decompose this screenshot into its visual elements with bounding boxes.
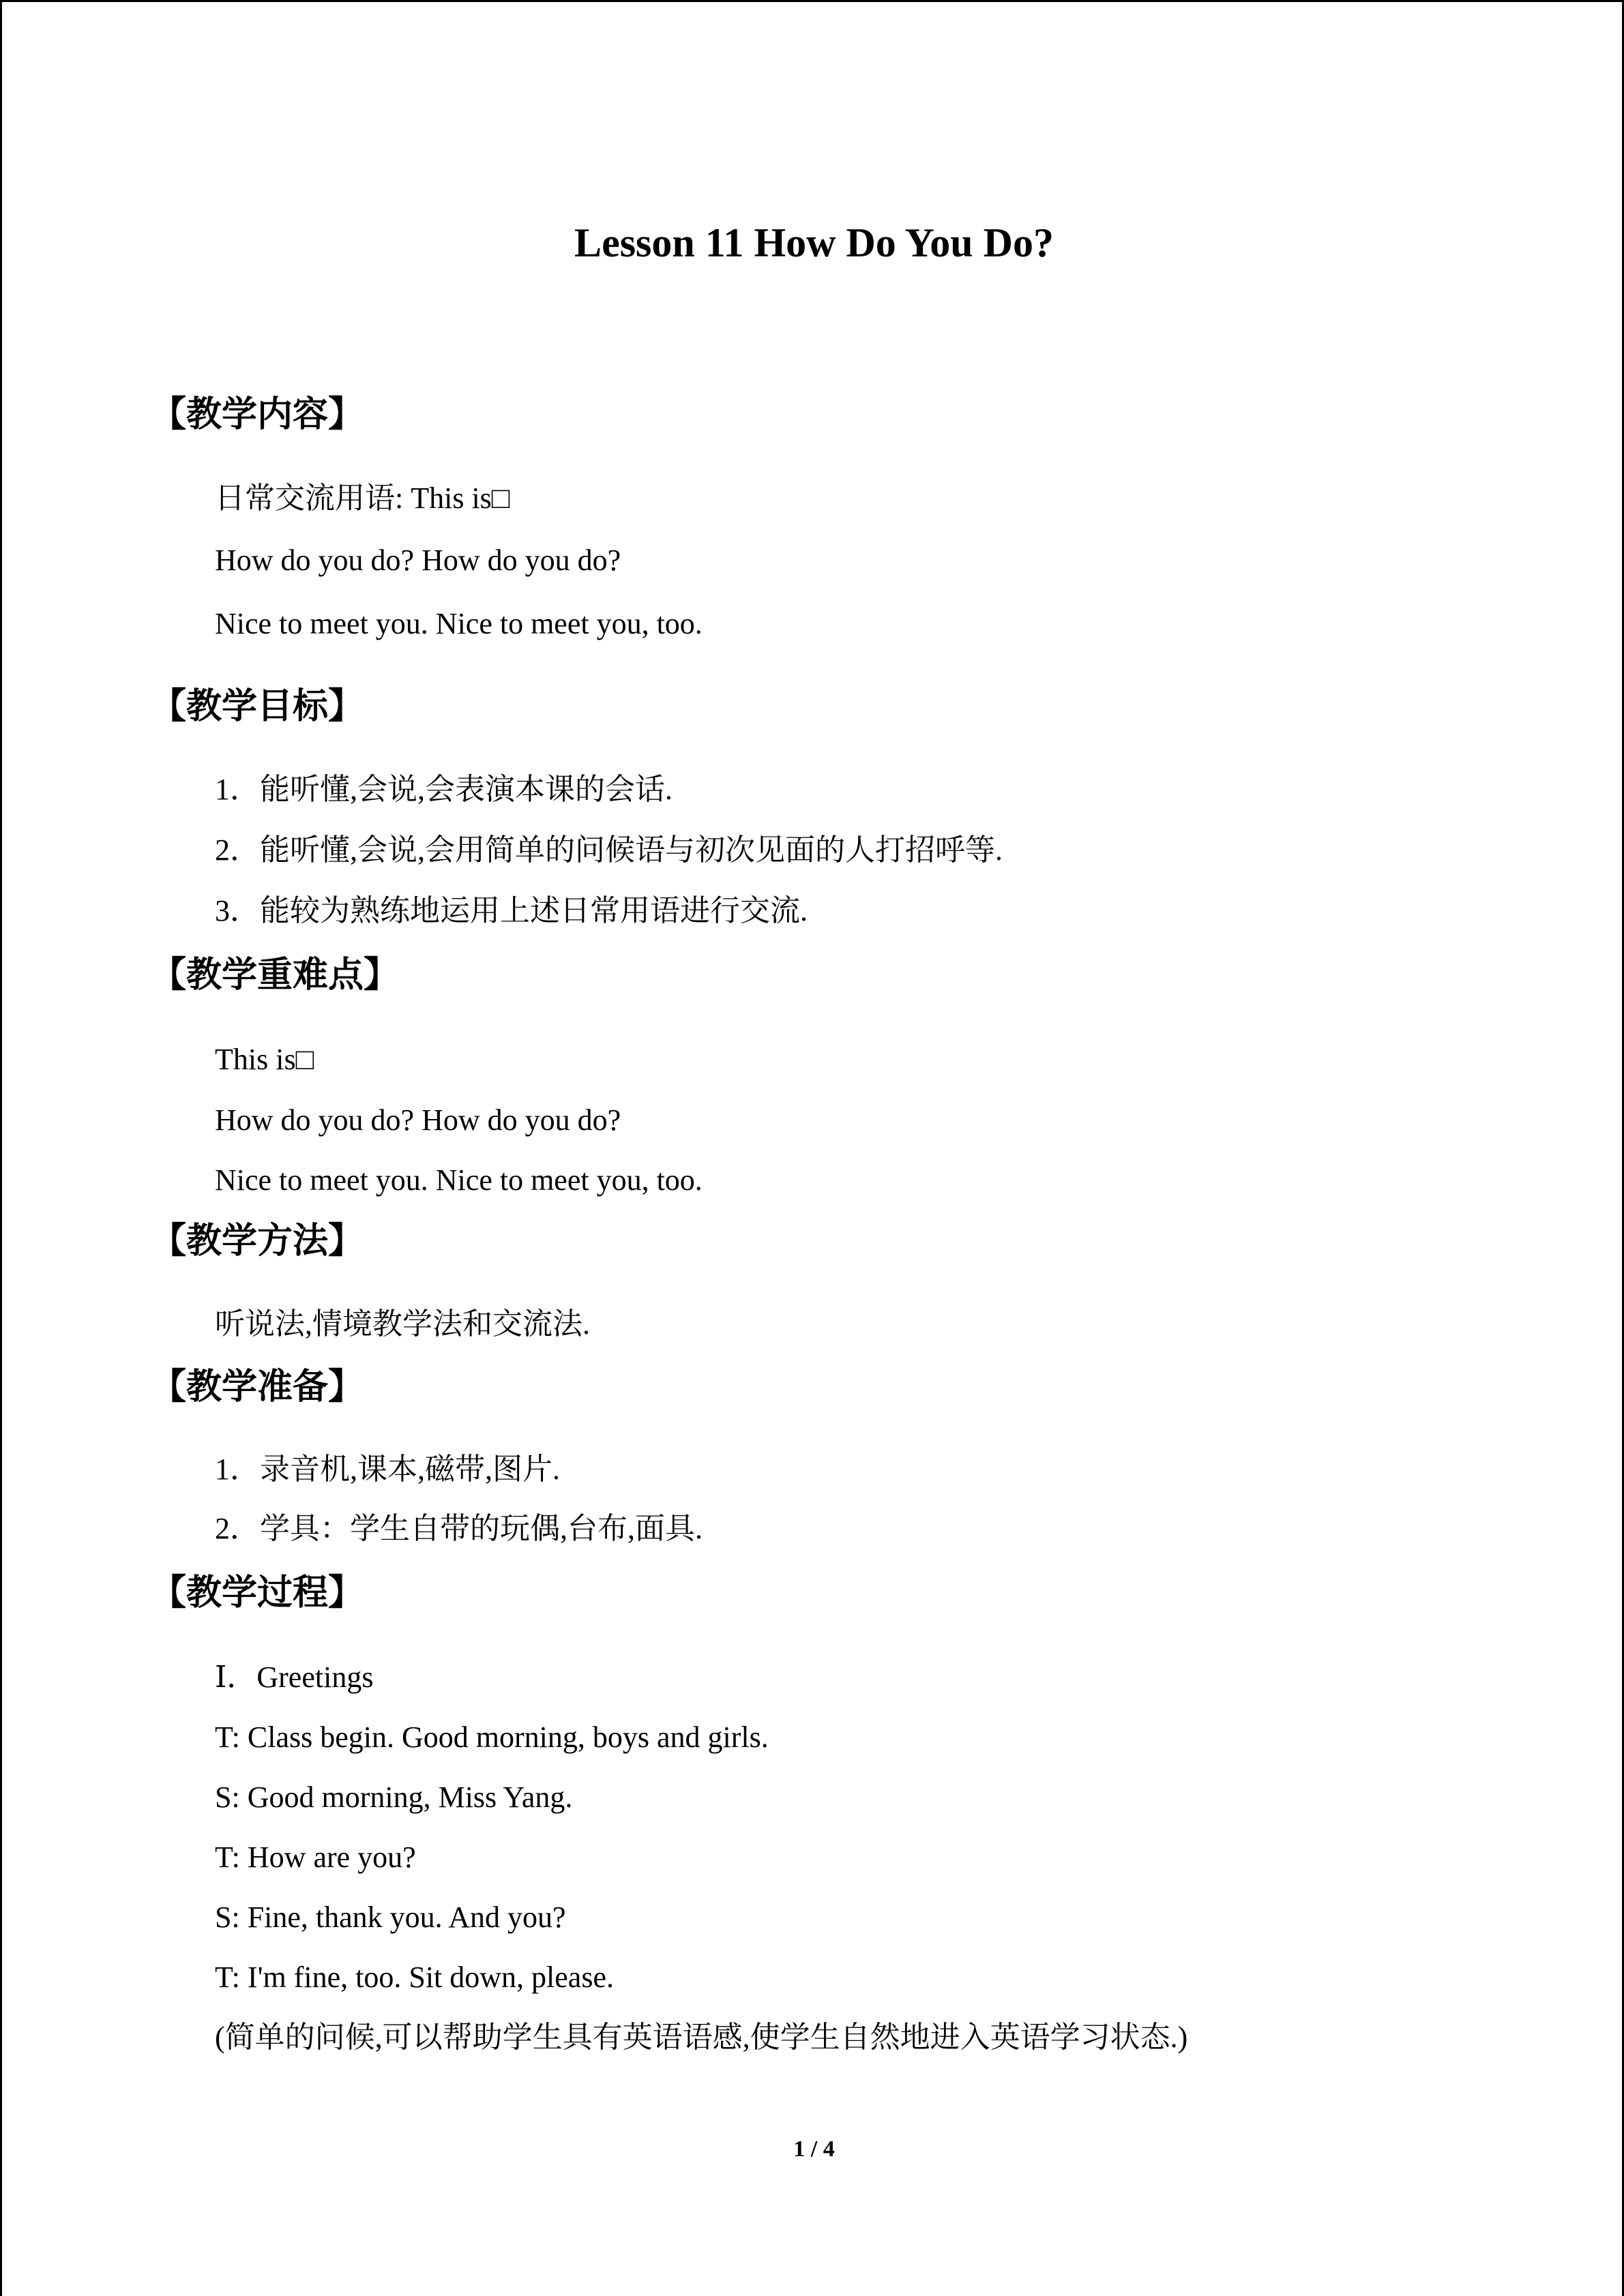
content-line: T: I'm fine, too. Sit down, please. xyxy=(215,1960,614,1994)
content-line: 1．录音机,课本,磁带,图片. xyxy=(215,1452,560,1486)
content-line: 1．能听懂,会说,会表演本课的会话. xyxy=(215,773,673,806)
content-line: How do you do? How do you do? xyxy=(215,1103,621,1137)
content-line: 日常交流用语: This is□ xyxy=(215,481,510,515)
section-heading-teaching-methods: 【教学方法】 xyxy=(151,1221,364,1262)
content-line: How do you do? How do you do? xyxy=(215,543,621,577)
section-heading-key-points: 【教学重难点】 xyxy=(151,955,400,996)
content-line: 2．能听懂,会说,会用简单的问候语与初次见面的人打招呼等. xyxy=(215,833,1003,867)
content-line: 2．学具：学生自带的玩偶,台布,面具. xyxy=(215,1512,703,1545)
content-line: Ⅰ．Greetings xyxy=(215,1660,374,1694)
content-line: T: Class begin. Good morning, boys and girls. xyxy=(215,1720,769,1754)
content-line: 听说法,情境教学法和交流法. xyxy=(215,1307,590,1341)
content-line: This is□ xyxy=(215,1043,314,1076)
content-line: T: How are you? xyxy=(215,1840,416,1874)
content-line: S: Good morning, Miss Yang. xyxy=(215,1780,573,1814)
section-heading-teaching-goals: 【教学目标】 xyxy=(151,686,364,727)
section-heading-teaching-preparation: 【教学准备】 xyxy=(151,1367,364,1407)
page-number: 1 / 4 xyxy=(793,2136,835,2162)
content-line: 3．能较为熟练地运用上述日常用语进行交流. xyxy=(215,894,808,927)
section-heading-teaching-process: 【教学过程】 xyxy=(151,1572,364,1613)
section-heading-teaching-content: 【教学内容】 xyxy=(151,394,364,435)
content-line: Nice to meet you. Nice to meet you, too. xyxy=(215,607,703,640)
page-title: Lesson 11 How Do You Do? xyxy=(574,220,1054,265)
content-line: S: Fine, thank you. And you? xyxy=(215,1900,566,1934)
content-line: Nice to meet you. Nice to meet you, too. xyxy=(215,1163,703,1197)
content-line: (简单的问候,可以帮助学生具有英语语感,使学生自然地进入英语学习状态.) xyxy=(215,2021,1188,2054)
